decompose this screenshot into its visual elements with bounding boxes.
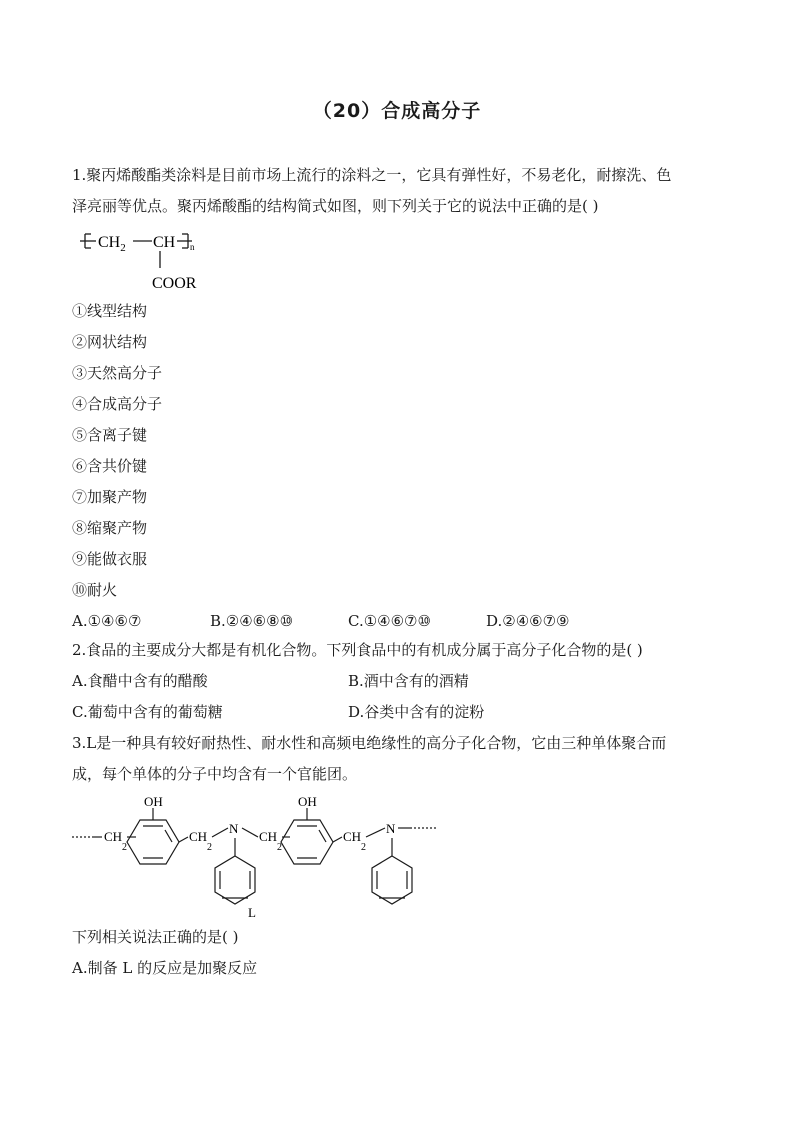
q2-stem: 2.食品的主要成分大都是有机化合物。下列食品中的有机成分属于高分子化合物的是( ) [72,641,643,659]
q1-struct-coor: COOR [152,275,197,292]
q3-oh-middle: OH [298,794,317,809]
q3-sub2-3: 2 [277,842,282,853]
q1-item-10: ⑩耐火 [72,581,118,599]
q1-item-9: ⑨能做衣服 [72,550,148,568]
q3-stem-line3: 下列相关说法正确的是( ) [72,928,239,946]
q1-item-2: ②网状结构 [72,333,148,351]
q3-stem-line2: 成，每个单体的分子中均含有一个官能团。 [72,765,358,783]
q1-option-d: D.②④⑥⑦⑨ [486,612,570,630]
q3-stem-line1: 3.L是一种具有较好耐热性、耐水性和高频电绝缘性的高分子化合物，它由三种单体聚合而 [72,734,667,752]
q3-n-left: N [229,821,239,836]
q1-item-6: ⑥含共价键 [72,457,148,475]
q3-option-a: A.制备 L 的反应是加聚反应 [72,959,258,977]
q1-struct-ch2: $CH_2$ [98,234,126,254]
q3-ch-4: CH [343,829,362,844]
q3-sub2-2: 2 [207,842,212,853]
q1-item-3: ③天然高分子 [72,364,163,382]
q1-item-7: ⑦加聚产物 [72,488,148,506]
q1-struct-ch: CH [153,234,176,251]
q2-option-d: D.谷类中含有的淀粉 [348,703,485,721]
q2-option-b: B.酒中含有的酒精 [348,672,469,690]
q1-item-8: ⑧缩聚产物 [72,519,148,537]
q3-oh-left: OH [144,794,163,809]
q2-option-c: C.葡萄中含有的葡萄糖 [72,703,223,721]
q1-item-4: ④合成高分子 [72,395,163,413]
q1-option-c: C.①④⑥⑦⑩ [348,612,431,630]
q1-option-b: B.②④⑥⑧⑩ [210,612,294,630]
q1-structure-diagram [72,228,222,294]
q3-sub2-4: 2 [361,842,366,853]
page-title: （20）合成高分子 [312,100,482,122]
q1-item-1: ①线型结构 [72,302,148,320]
q1-struct-n: n [190,242,195,252]
q3-sub2-1: 2 [122,842,127,853]
q1-stem-line2: 泽亮丽等优点。聚丙烯酸酯的结构简式如图，则下列关于它的说法中正确的是( ) [72,197,599,215]
q3-ch-1: CH [104,829,123,844]
q3-n-right: N [386,821,396,836]
q2-option-a: A.食醋中含有的醋酸 [72,672,208,690]
q3-structure-diagram [70,790,450,925]
q1-item-5: ⑤含离子键 [72,426,148,444]
q3-ch-2: CH [189,829,208,844]
q3-compound-label: L [248,905,256,920]
q1-stem-line1: 1.聚丙烯酸酯类涂料是目前市场上流行的涂料之一，它具有弹性好，不易老化，耐擦洗、色 [72,166,672,184]
q1-option-a: A.①④⑥⑦ [72,612,142,630]
q3-ch-3: CH [259,829,278,844]
